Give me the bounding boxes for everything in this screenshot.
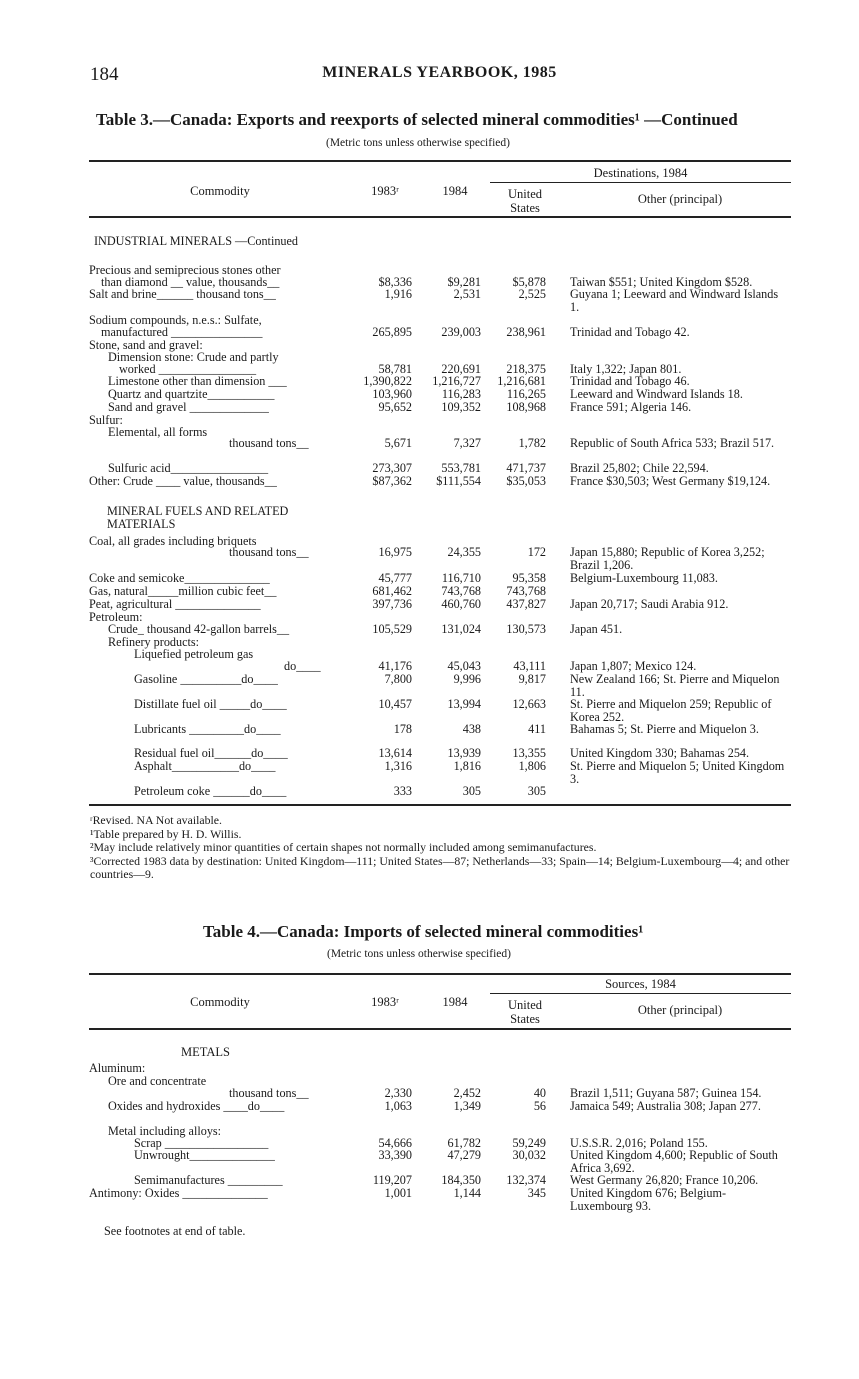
footnote: ʳRevised. NA Not available.: [90, 813, 222, 827]
table4-other-header: Other (principal): [637, 1003, 723, 1017]
table3-top-rule: [89, 160, 791, 162]
table4-commodity-header: Commodity: [190, 995, 250, 1009]
table3-commodity-header: Commodity: [190, 184, 250, 198]
page-number: 184: [90, 64, 119, 85]
table4-sources-header: Sources, 1984: [605, 977, 676, 991]
table3-destinations-rule: [490, 182, 791, 183]
table3-title: Table 3.—Canada: Exports and reexports of selected mineral commodities¹ —Continued: [96, 110, 738, 129]
footnote: ³Corrected 1983 data by destination: United Kingdom—111; United States—87; Netherlands—33; Spain—14; Belgium-Luxembourg—4; and other countries—9.: [90, 853, 790, 881]
footnote: ¹Table prepared by H. D. Willis.: [90, 826, 242, 841]
section-metals: METALS: [181, 1045, 230, 1059]
table4-note: See footnotes at end of table.: [104, 1224, 246, 1238]
table4-1984-header: 1984: [442, 995, 468, 1009]
section-industrial-minerals: INDUSTRIAL MINERALS —Continued: [94, 234, 299, 248]
table4-top-rule: [89, 973, 791, 975]
table4-us-header: United States: [507, 998, 543, 1026]
table3-destinations-header: Destinations, 1984: [593, 166, 688, 180]
table4-header-rule: [89, 1028, 791, 1030]
table4-1983-header: 1983ʳ: [371, 995, 399, 1009]
table3-1983-header: 1983ʳ: [371, 184, 399, 198]
table3-1984-header: 1984: [442, 184, 468, 198]
table3-subtitle: (Metric tons unless otherwise specified): [326, 137, 510, 149]
running-title: MINERALS YEARBOOK, 1985: [322, 64, 557, 81]
section-mineral-fuels: MINERAL FUELS AND RELATED MATERIALS: [107, 504, 289, 531]
table3-bottom-rule: [89, 804, 791, 806]
table3-us-header: United States: [507, 187, 543, 215]
table3-header-rule: [89, 216, 791, 218]
table4-subtitle: (Metric tons unless otherwise specified): [327, 948, 511, 960]
table4-title: Table 4.—Canada: Imports of selected mineral commodities¹: [203, 922, 644, 941]
footnote: ²May include relatively minor quantities of certain shapes not normally included among semimanufactures.: [90, 840, 597, 854]
table4-sources-rule: [490, 993, 791, 994]
table3-other-header: Other (principal): [637, 192, 723, 206]
table3-footnotes: [90, 814, 795, 882]
